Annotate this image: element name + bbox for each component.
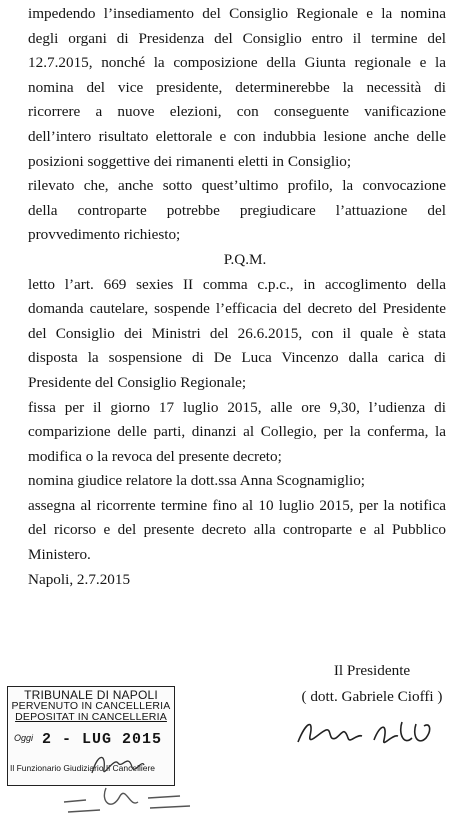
- text-line: ricorrere a nuove elezioni, con conseguente vanificazione: [28, 103, 446, 121]
- text-line: Presidente del Consiglio Regionale;: [28, 373, 247, 391]
- stamp-deposited: DEPOSITAT IN CANCELLERIA: [15, 711, 167, 723]
- text-line: del Consiglio dei Ministri del 26.6.2015, con il quale è stata: [28, 324, 446, 342]
- text-line: domanda cautelare, sospende l’efficacia del decreto del Presidente: [28, 300, 446, 318]
- text-line: provvedimento richiesto;: [28, 226, 181, 244]
- text-line: del ricorso e del presente decreto alla controparte e al Pubblico: [28, 521, 446, 539]
- stamp-date-row: [14, 731, 174, 751]
- document-body: [28, 2, 446, 592]
- text-line: degli organi di Presidenza del Consiglio entro il termine del: [28, 29, 446, 47]
- court-filing-stamp: [7, 686, 175, 786]
- signer-title: Il Presidente: [333, 662, 411, 679]
- text-line: fissa per il giorno 17 luglio 2015, alle ore 9,30, l’udienza di: [28, 398, 446, 416]
- text-line: impedendo l’insediamento del Consiglio Regionale e la nomina: [28, 5, 446, 22]
- text-line: 12.7.2015, nonché la composizione della Giunta regionale e la: [28, 54, 446, 72]
- text-line: disposta la sospensione di De Luca Vincenzo dalla carica di: [28, 349, 446, 367]
- section-heading: P.Q.M.: [223, 250, 267, 268]
- signer-name: ( dott. Gabriele Cioffi ): [301, 688, 443, 705]
- text-line: assegna al ricorrente termine fino al 10 luglio 2015, per la notifica: [28, 496, 446, 514]
- secondary-stamp-scribble: [60, 782, 200, 822]
- text-line: posizioni soggettive dei rimanenti eletti in Consiglio;: [28, 152, 352, 170]
- place-date: Napoli, 2.7.2015: [28, 570, 131, 588]
- text-line: nomina del vice presidente, determinerebbe la necessità di: [28, 78, 446, 96]
- text-line: modifica o la revoca del presente decreto;: [28, 447, 282, 465]
- text-line: della controparte potrebbe pregiudicare l’attuazione del: [28, 201, 446, 219]
- text-line: nomina giudice relatore la dott.ssa Anna Scognamiglio;: [28, 472, 366, 490]
- text-line: dell’intero risultato elettorale e con indubbia lesione anche delle: [28, 127, 446, 145]
- text-line: letto l’art. 669 sexies II comma c.p.c., in accoglimento della: [28, 275, 446, 293]
- signature-block: [292, 658, 452, 710]
- stamp-date: 2 - LUG 2015: [42, 731, 163, 748]
- text-line: comparizione delle parti, dinanzi al Collegio, per la conferma, la: [28, 423, 446, 441]
- stamp-date-label: Oggi: [14, 733, 34, 743]
- stamp-footer: Il Funzionario Giudiziario Il Cancelliere: [10, 763, 156, 773]
- stamp-received: PERVENUTO IN CANCELLERIA: [11, 700, 171, 712]
- text-line: rilevato che, anche sotto quest’ultimo profilo, la convocazione: [28, 177, 446, 195]
- handwritten-signature: [292, 712, 442, 754]
- stamp-court-name: TRIBUNALE DI NAPOLI: [24, 688, 158, 702]
- stamp-signature-scribble: [88, 749, 148, 779]
- text-line: Ministero.: [28, 546, 91, 564]
